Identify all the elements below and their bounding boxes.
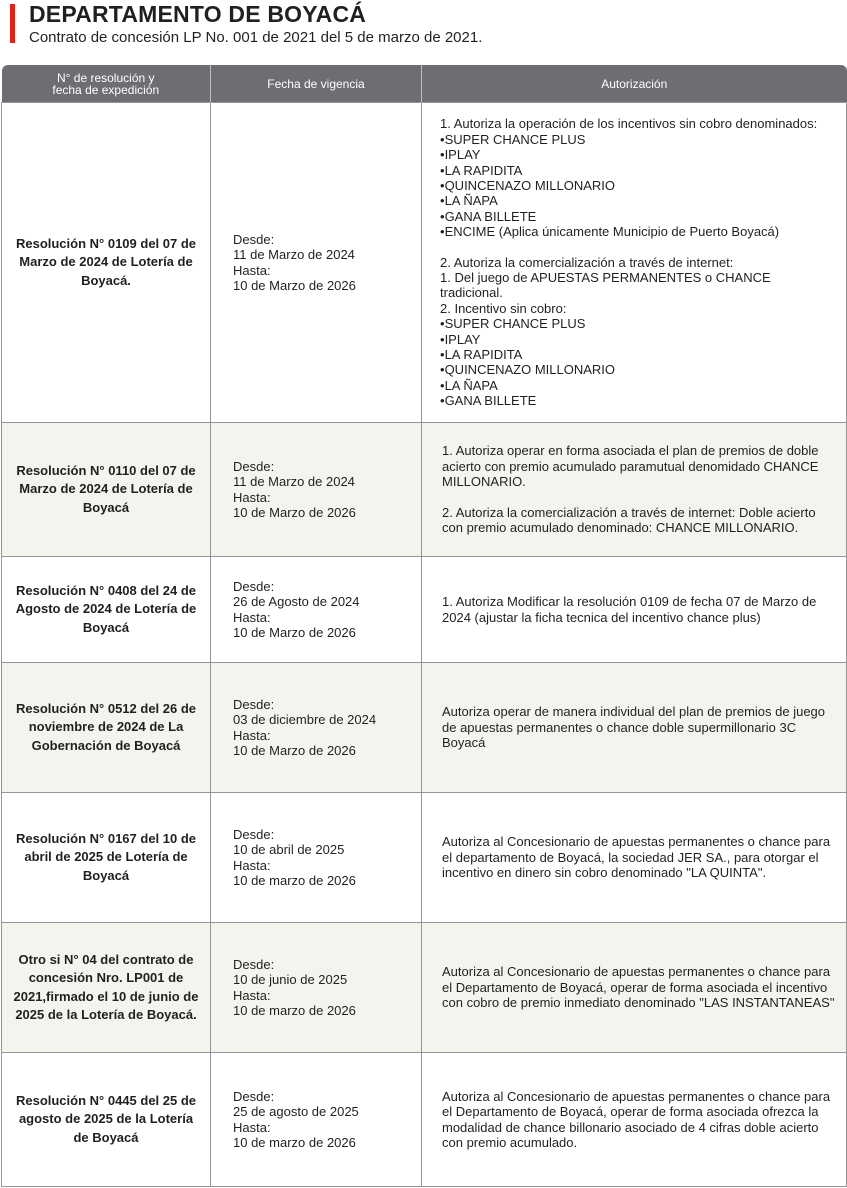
table-row bbox=[2, 793, 847, 923]
hasta-date: 10 de marzo de 2026 bbox=[233, 1134, 356, 1150]
list-item: • ENCIME (Aplica únicamente Municipio de Puerto Boyacá) bbox=[440, 224, 836, 239]
list-item: • GANA BILLETE bbox=[440, 209, 836, 224]
autorizacion-cell bbox=[422, 663, 847, 793]
desde-label: Desde: bbox=[233, 826, 275, 842]
list-item: • LA RAPIDITA bbox=[440, 163, 836, 178]
accent-bar bbox=[10, 4, 15, 43]
column-header-autorizacion: Autorización bbox=[422, 65, 847, 103]
hasta-label: Hasta: bbox=[233, 262, 271, 278]
autorizacion-text: 1. Del juego de APUESTAS PERMANENTES o CHANCE tradicional. bbox=[440, 270, 771, 301]
hasta-date: 10 de marzo de 2026 bbox=[233, 1002, 356, 1018]
autorizacion-text: 2. Incentivo sin cobro: bbox=[440, 300, 567, 316]
autorizacion-text: Autoriza al Concesionario de apuestas permanentes o chance para el Departamento de Boyacá, operar de forma asociada ofrezca la modalidad de chance billonario asociado de 4 cifras doble acierto con premio acumulado. bbox=[442, 1088, 831, 1150]
fecha-cell bbox=[211, 923, 422, 1053]
hasta-date: 10 de Marzo de 2026 bbox=[233, 504, 356, 520]
desde-date: 26 de Agosto de 2024 bbox=[233, 594, 360, 610]
list-item: • QUINCENAZO MILLONARIO bbox=[440, 178, 836, 193]
list-item: • LA RAPIDITA bbox=[440, 347, 836, 362]
table-row bbox=[2, 557, 847, 663]
column-header-fecha: Fecha de vigencia bbox=[211, 65, 422, 103]
page-header bbox=[0, 0, 847, 62]
desde-date: 11 de Marzo de 2024 bbox=[233, 247, 355, 263]
resolucion-cell: Resolución N° 0109 del 07 de Marzo de 2024 de Lotería de Boyacá. bbox=[2, 103, 211, 423]
list-item: • LA ÑAPA bbox=[440, 193, 836, 208]
list-item: • LA ÑAPA bbox=[440, 378, 836, 393]
list-item: • QUINCENAZO MILLONARIO bbox=[440, 362, 836, 377]
table-row bbox=[2, 103, 847, 423]
resolucion-cell: Resolución N° 0110 del 07 de Marzo de 2024 de Lotería de Boyacá bbox=[2, 423, 211, 557]
autorizacion-cell bbox=[422, 923, 847, 1053]
desde-label: Desde: bbox=[233, 458, 275, 474]
hasta-date: 10 de Marzo de 2026 bbox=[233, 624, 356, 640]
resolucion-cell: Resolución N° 0167 del 10 de abril de 2025 de Lotería de Boyacá bbox=[2, 793, 211, 923]
autorizacion-text: 2. Autoriza la comercialización a través de internet: bbox=[440, 254, 734, 270]
hasta-label: Hasta: bbox=[233, 489, 271, 505]
fecha-cell bbox=[211, 557, 422, 663]
table-row bbox=[2, 923, 847, 1053]
autorizacion-cell bbox=[422, 793, 847, 923]
desde-label: Desde: bbox=[233, 956, 275, 972]
desde-date: 10 de abril de 2025 bbox=[233, 842, 345, 858]
desde-date: 03 de diciembre de 2024 bbox=[233, 712, 377, 728]
table-row bbox=[2, 663, 847, 793]
resolutions-table-container bbox=[1, 65, 846, 1187]
table-row bbox=[2, 423, 847, 557]
fecha-cell bbox=[211, 663, 422, 793]
list-item: • IPLAY bbox=[440, 332, 836, 347]
desde-date: 10 de junio de 2025 bbox=[233, 972, 348, 988]
autorizacion-text: 1. Autoriza la operación de los incentivos sin cobro denominados: bbox=[440, 116, 818, 132]
column-header-resolucion bbox=[2, 65, 211, 103]
hasta-label: Hasta: bbox=[233, 727, 271, 743]
autorizacion-cell bbox=[422, 1053, 847, 1187]
incentives-list bbox=[440, 132, 836, 240]
hasta-date: 10 de Marzo de 2026 bbox=[233, 742, 356, 758]
autorizacion-text: 1. Autoriza Modificar la resolución 0109 de fecha 07 de Marzo de 2024 (ajustar la ficha tecnica del incentivo chance plus) bbox=[442, 594, 817, 625]
table-header-row bbox=[2, 65, 847, 103]
list-item: • IPLAY bbox=[440, 147, 836, 162]
hasta-date: 10 de Marzo de 2026 bbox=[233, 277, 356, 293]
fecha-cell bbox=[211, 1053, 422, 1187]
fecha-cell bbox=[211, 103, 422, 423]
hasta-label: Hasta: bbox=[233, 609, 271, 625]
desde-label: Desde: bbox=[233, 578, 275, 594]
table-row bbox=[2, 1053, 847, 1187]
resolutions-table bbox=[1, 65, 847, 1187]
resolucion-cell: Resolución N° 0408 del 24 de Agosto de 2024 de Lotería de Boyacá bbox=[2, 557, 211, 663]
desde-date: 25 de agosto de 2025 bbox=[233, 1104, 359, 1120]
list-item: • SUPER CHANCE PLUS bbox=[440, 132, 836, 147]
autorizacion-cell bbox=[422, 557, 847, 663]
resolucion-cell: Resolución N° 0512 del 26 de noviembre de 2024 de La Gobernación de Boyacá bbox=[2, 663, 211, 793]
autorizacion-text: Autoriza al Concesionario de apuestas permanentes o chance para el Departamento de Boyacá, operar de forma asociada el incentivo con cobro de premio inmediato denominado "LAS INSTANTANEAS" bbox=[442, 964, 835, 1011]
page-title: DEPARTAMENTO DE BOYACÁ bbox=[29, 1, 367, 27]
desde-label: Desde: bbox=[233, 1088, 275, 1104]
autorizacion-cell bbox=[422, 103, 847, 423]
fecha-cell bbox=[211, 423, 422, 557]
resolucion-cell: Resolución N° 0445 del 25 de agosto de 2025 de la Lotería de Boyacá bbox=[2, 1053, 211, 1187]
hasta-label: Hasta: bbox=[233, 1119, 271, 1135]
desde-label: Desde: bbox=[233, 696, 275, 712]
page-subtitle: Contrato de concesión LP No. 001 de 2021 del 5 de marzo de 2021. bbox=[29, 29, 483, 46]
hasta-date: 10 de marzo de 2026 bbox=[233, 872, 356, 888]
autorizacion-text: 2. Autoriza la comercialización a través de internet: Doble acierto con premio acumulado denominado: CHANCE MILLONARIO. bbox=[442, 504, 816, 536]
autorizacion-text: Autoriza operar de manera individual del plan de premios de juego de apuestas permanentes o chance doble supermillonario 3C Boyacá bbox=[442, 704, 826, 751]
column-header-resolucion-line1: N° de resolución y bbox=[56, 70, 155, 85]
hasta-label: Hasta: bbox=[233, 987, 271, 1003]
desde-date: 11 de Marzo de 2024 bbox=[233, 474, 355, 490]
hasta-label: Hasta: bbox=[233, 857, 271, 873]
column-header-resolucion-line2: fecha de expedición bbox=[52, 82, 160, 97]
incentives-list bbox=[440, 316, 836, 408]
resolucion-cell: Otro si N° 04 del contrato de concesión Nro. LP001 de 2021,firmado el 10 de junio de 2025 de la Lotería de Boyacá. bbox=[2, 923, 211, 1053]
autorizacion-text: 1. Autoriza operar en forma asociada el plan de premios de doble acierto con premio acumulado paramutual denomidado CHANCE MILLONARIO. bbox=[442, 443, 819, 490]
fecha-cell bbox=[211, 793, 422, 923]
list-item: • SUPER CHANCE PLUS bbox=[440, 316, 836, 331]
desde-label: Desde: bbox=[233, 231, 275, 247]
list-item: • GANA BILLETE bbox=[440, 393, 836, 408]
autorizacion-text: Autoriza al Concesionario de apuestas permanentes o chance para el departamento de Boyacá, la sociedad JER SA., para otorgar el incentivo en dinero sin cobro denominado "LA QUINTA". bbox=[442, 834, 831, 881]
autorizacion-cell bbox=[422, 423, 847, 557]
